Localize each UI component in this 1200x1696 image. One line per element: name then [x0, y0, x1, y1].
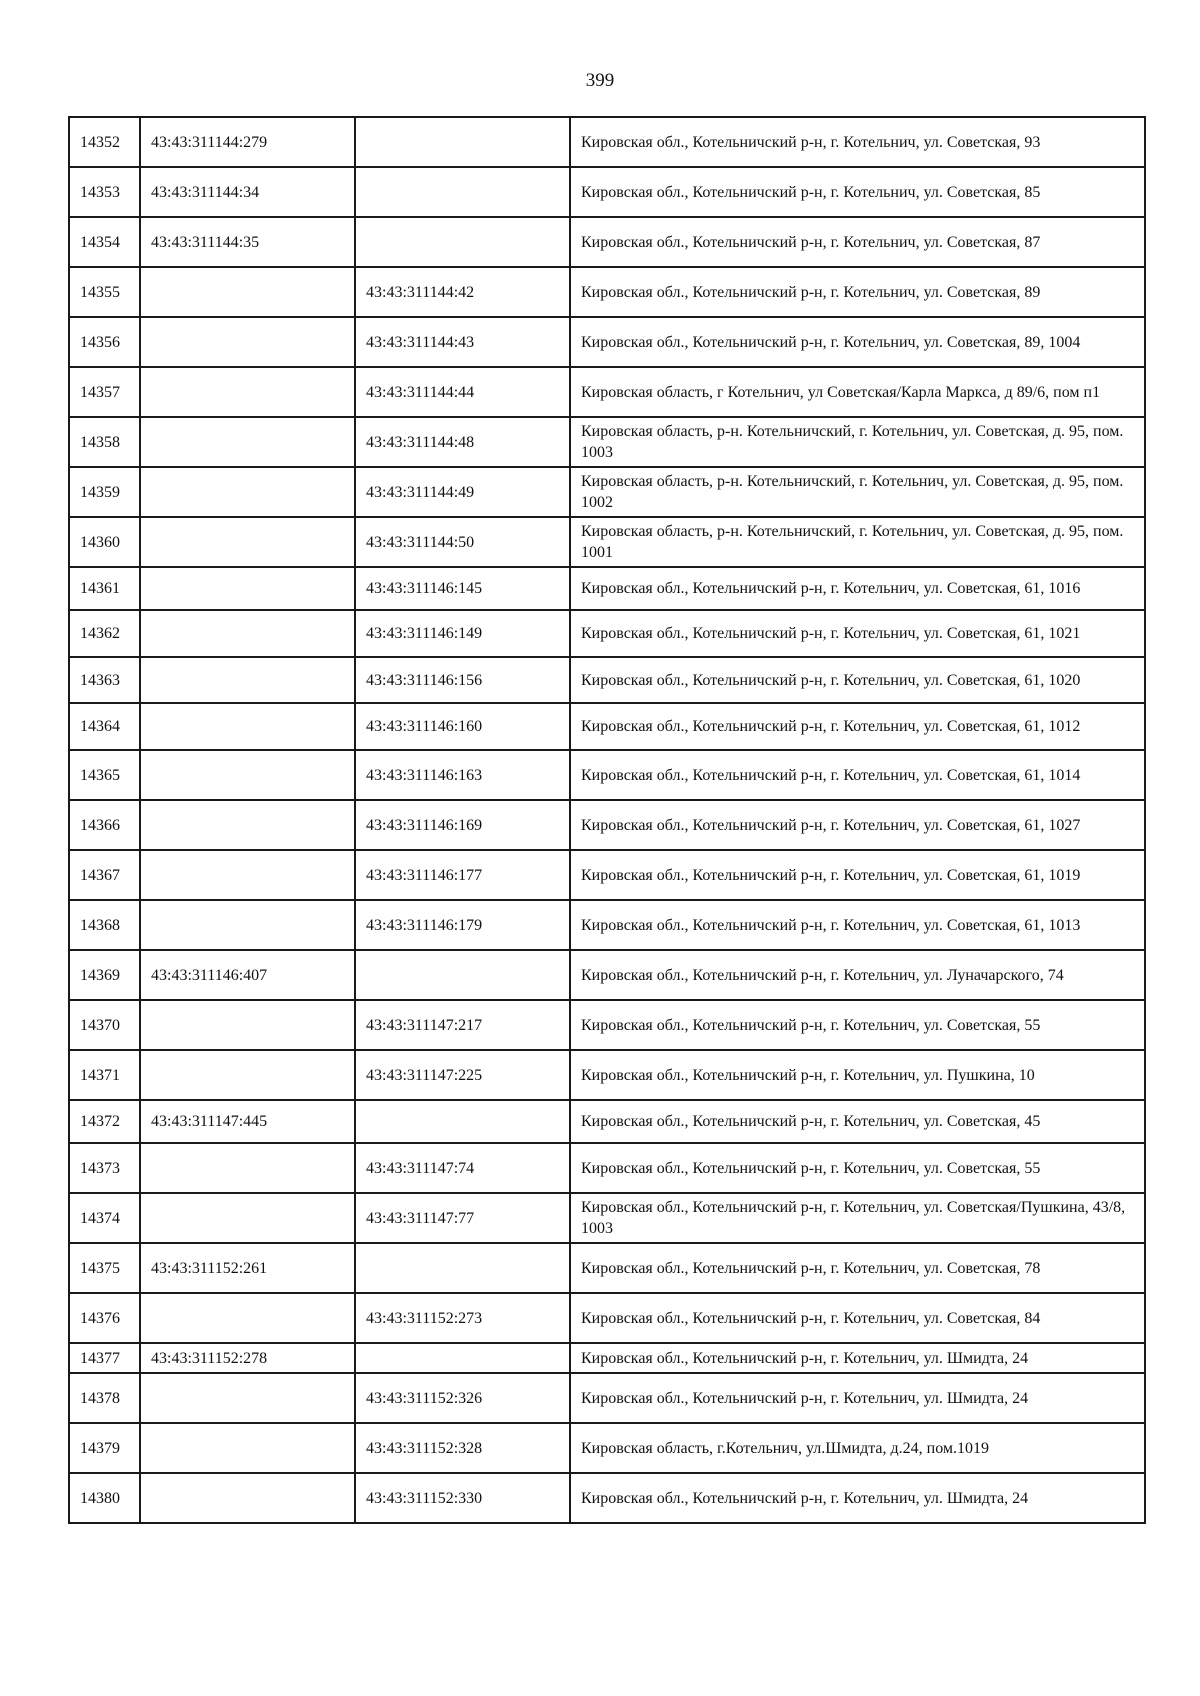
row-number-cell: 14377: [69, 1343, 140, 1373]
cadastral-number-cell: [140, 1050, 355, 1100]
address-cell: Кировская область, г.Котельнич, ул.Шмидта, д.24, пом.1019: [570, 1423, 1145, 1473]
cadastral-number-cell: [140, 417, 355, 467]
related-cadastral-number-cell: 43:43:311146:145: [355, 567, 570, 610]
table-row: [69, 657, 1145, 703]
address-cell: Кировская область, р-н. Котельничский, г. Котельнич, ул. Советская, д. 95, пом. 1001: [570, 517, 1145, 567]
related-cadastral-number-cell: 43:43:311152:328: [355, 1423, 570, 1473]
related-cadastral-number-cell: 43:43:311147:74: [355, 1143, 570, 1193]
row-number-cell: 14361: [69, 567, 140, 610]
row-number-cell: 14362: [69, 610, 140, 657]
table-row: [69, 467, 1145, 517]
cadastral-number-cell: [140, 1000, 355, 1050]
address-cell: Кировская обл., Котельничский р-н, г. Котельнич, ул. Советская, 89: [570, 267, 1145, 317]
related-cadastral-number-cell: 43:43:311146:149: [355, 610, 570, 657]
table-row: [69, 1423, 1145, 1473]
table-row: [69, 1343, 1145, 1373]
table-row: [69, 267, 1145, 317]
table-row: [69, 800, 1145, 850]
table-row: [69, 850, 1145, 900]
related-cadastral-number-cell: 43:43:311144:49: [355, 467, 570, 517]
address-cell: Кировская обл., Котельничский р-н, г. Котельнич, ул. Советская, 87: [570, 217, 1145, 267]
table-row: [69, 1000, 1145, 1050]
address-cell: Кировская обл., Котельничский р-н, г. Котельнич, ул. Советская, 89, 1004: [570, 317, 1145, 367]
row-number-cell: 14365: [69, 750, 140, 800]
address-cell: Кировская обл., Котельничский р-н, г. Котельнич, ул. Шмидта, 24: [570, 1473, 1145, 1523]
row-number-cell: 14369: [69, 950, 140, 1000]
related-cadastral-number-cell: 43:43:311146:163: [355, 750, 570, 800]
address-cell: Кировская обл., Котельничский р-н, г. Котельнич, ул. Советская, 93: [570, 117, 1145, 167]
cadastral-number-cell: [140, 1293, 355, 1343]
page-number: 399: [585, 70, 615, 91]
related-cadastral-number-cell: 43:43:311144:42: [355, 267, 570, 317]
table-row: [69, 417, 1145, 467]
address-cell: Кировская обл., Котельничский р-н, г. Котельнич, ул. Пушкина, 10: [570, 1050, 1145, 1100]
related-cadastral-number-cell: [355, 217, 570, 267]
address-cell: Кировская область, р-н. Котельничский, г. Котельнич, ул. Советская, д. 95, пом. 1003: [570, 417, 1145, 467]
cadastral-number-cell: [140, 800, 355, 850]
table-row: [69, 1050, 1145, 1100]
cadastral-number-cell: 43:43:311152:278: [140, 1343, 355, 1373]
table-row: [69, 317, 1145, 367]
table-row: [69, 1193, 1145, 1243]
row-number-cell: 14368: [69, 900, 140, 950]
row-number-cell: 14366: [69, 800, 140, 850]
cadastral-number-cell: [140, 1423, 355, 1473]
table-row: [69, 950, 1145, 1000]
related-cadastral-number-cell: [355, 1243, 570, 1293]
row-number-cell: 14379: [69, 1423, 140, 1473]
row-number-cell: 14373: [69, 1143, 140, 1193]
cadastral-number-cell: [140, 900, 355, 950]
related-cadastral-number-cell: 43:43:311146:156: [355, 657, 570, 703]
row-number-cell: 14380: [69, 1473, 140, 1523]
cadastral-number-cell: [140, 1373, 355, 1423]
address-cell: Кировская обл., Котельничский р-н, г. Котельнич, ул. Советская, 55: [570, 1000, 1145, 1050]
address-cell: Кировская обл., Котельничский р-н, г. Котельнич, ул. Советская, 85: [570, 167, 1145, 217]
address-cell: Кировская область, р-н. Котельничский, г. Котельнич, ул. Советская, д. 95, пом. 1002: [570, 467, 1145, 517]
cadastral-number-cell: [140, 657, 355, 703]
table-row: [69, 900, 1145, 950]
address-cell: Кировская обл., Котельничский р-н, г. Котельнич, ул. Шмидта, 24: [570, 1343, 1145, 1373]
table-row: [69, 750, 1145, 800]
address-cell: Кировская обл., Котельничский р-н, г. Котельнич, ул. Советская/Пушкина, 43/8, 1003: [570, 1193, 1145, 1243]
table-row: [69, 1473, 1145, 1523]
address-cell: Кировская обл., Котельничский р-н, г. Котельнич, ул. Советская, 61, 1027: [570, 800, 1145, 850]
cadastral-number-cell: [140, 567, 355, 610]
cadastral-table: [68, 116, 1146, 1524]
cadastral-number-cell: 43:43:311152:261: [140, 1243, 355, 1293]
related-cadastral-number-cell: 43:43:311146:169: [355, 800, 570, 850]
cadastral-number-cell: [140, 467, 355, 517]
related-cadastral-number-cell: 43:43:311146:160: [355, 703, 570, 750]
related-cadastral-number-cell: [355, 117, 570, 167]
address-cell: Кировская обл., Котельничский р-н, г. Котельнич, ул. Советская, 61, 1021: [570, 610, 1145, 657]
related-cadastral-number-cell: [355, 950, 570, 1000]
address-cell: Кировская область, г Котельнич, ул Советская/Карла Маркса, д 89/6, пом п1: [570, 367, 1145, 417]
row-number-cell: 14375: [69, 1243, 140, 1293]
address-cell: Кировская обл., Котельничский р-н, г. Котельнич, ул. Советская, 61, 1016: [570, 567, 1145, 610]
table-row: [69, 1243, 1145, 1293]
related-cadastral-number-cell: 43:43:311144:43: [355, 317, 570, 367]
cadastral-number-cell: [140, 610, 355, 657]
table-row: [69, 217, 1145, 267]
cadastral-number-cell: 43:43:311146:407: [140, 950, 355, 1000]
cadastral-number-cell: [140, 1193, 355, 1243]
row-number-cell: 14371: [69, 1050, 140, 1100]
address-cell: Кировская обл., Котельничский р-н, г. Котельнич, ул. Советская, 61, 1013: [570, 900, 1145, 950]
related-cadastral-number-cell: [355, 167, 570, 217]
address-cell: Кировская обл., Котельничский р-н, г. Котельнич, ул. Советская, 78: [570, 1243, 1145, 1293]
row-number-cell: 14363: [69, 657, 140, 703]
row-number-cell: 14355: [69, 267, 140, 317]
row-number-cell: 14367: [69, 850, 140, 900]
related-cadastral-number-cell: [355, 1343, 570, 1373]
row-number-cell: 14359: [69, 467, 140, 517]
row-number-cell: 14378: [69, 1373, 140, 1423]
related-cadastral-number-cell: 43:43:311144:48: [355, 417, 570, 467]
cadastral-number-cell: [140, 517, 355, 567]
address-cell: Кировская обл., Котельничский р-н, г. Котельнич, ул. Советская, 61, 1019: [570, 850, 1145, 900]
related-cadastral-number-cell: 43:43:311146:179: [355, 900, 570, 950]
row-number-cell: 14376: [69, 1293, 140, 1343]
address-cell: Кировская обл., Котельничский р-н, г. Котельнич, ул. Советская, 61, 1020: [570, 657, 1145, 703]
row-number-cell: 14357: [69, 367, 140, 417]
related-cadastral-number-cell: [355, 1100, 570, 1143]
related-cadastral-number-cell: 43:43:311147:217: [355, 1000, 570, 1050]
row-number-cell: 14358: [69, 417, 140, 467]
cadastral-number-cell: [140, 1143, 355, 1193]
cadastral-number-cell: 43:43:311144:34: [140, 167, 355, 217]
cadastral-number-cell: 43:43:311147:445: [140, 1100, 355, 1143]
cadastral-number-cell: [140, 703, 355, 750]
related-cadastral-number-cell: 43:43:311146:177: [355, 850, 570, 900]
address-cell: Кировская обл., Котельничский р-н, г. Котельнич, ул. Луначарского, 74: [570, 950, 1145, 1000]
related-cadastral-number-cell: 43:43:311147:77: [355, 1193, 570, 1243]
related-cadastral-number-cell: 43:43:311144:44: [355, 367, 570, 417]
table-row: [69, 610, 1145, 657]
address-cell: Кировская обл., Котельничский р-н, г. Котельнич, ул. Советская, 55: [570, 1143, 1145, 1193]
address-cell: Кировская обл., Котельничский р-н, г. Котельнич, ул. Советская, 84: [570, 1293, 1145, 1343]
address-cell: Кировская обл., Котельничский р-н, г. Котельнич, ул. Советская, 45: [570, 1100, 1145, 1143]
address-cell: Кировская обл., Котельничский р-н, г. Котельнич, ул. Шмидта, 24: [570, 1373, 1145, 1423]
related-cadastral-number-cell: 43:43:311144:50: [355, 517, 570, 567]
table-row: [69, 703, 1145, 750]
table-row: [69, 567, 1145, 610]
table-row: [69, 1293, 1145, 1343]
cadastral-number-cell: [140, 1473, 355, 1523]
address-cell: Кировская обл., Котельничский р-н, г. Котельнич, ул. Советская, 61, 1012: [570, 703, 1145, 750]
table-row: [69, 1143, 1145, 1193]
row-number-cell: 14354: [69, 217, 140, 267]
row-number-cell: 14364: [69, 703, 140, 750]
cadastral-number-cell: [140, 750, 355, 800]
table-row: [69, 1100, 1145, 1143]
related-cadastral-number-cell: 43:43:311152:330: [355, 1473, 570, 1523]
row-number-cell: 14374: [69, 1193, 140, 1243]
table-row: [69, 517, 1145, 567]
cadastral-number-cell: 43:43:311144:279: [140, 117, 355, 167]
cadastral-number-cell: [140, 850, 355, 900]
row-number-cell: 14370: [69, 1000, 140, 1050]
row-number-cell: 14356: [69, 317, 140, 367]
cadastral-number-cell: 43:43:311144:35: [140, 217, 355, 267]
cadastral-number-cell: [140, 367, 355, 417]
table-row: [69, 1373, 1145, 1423]
related-cadastral-number-cell: 43:43:311152:326: [355, 1373, 570, 1423]
table-body: [69, 117, 1145, 1523]
cadastral-number-cell: [140, 267, 355, 317]
row-number-cell: 14372: [69, 1100, 140, 1143]
cadastral-number-cell: [140, 317, 355, 367]
table-row: [69, 367, 1145, 417]
row-number-cell: 14353: [69, 167, 140, 217]
table-row: [69, 167, 1145, 217]
related-cadastral-number-cell: 43:43:311147:225: [355, 1050, 570, 1100]
row-number-cell: 14352: [69, 117, 140, 167]
related-cadastral-number-cell: 43:43:311152:273: [355, 1293, 570, 1343]
address-cell: Кировская обл., Котельничский р-н, г. Котельнич, ул. Советская, 61, 1014: [570, 750, 1145, 800]
table-row: [69, 117, 1145, 167]
row-number-cell: 14360: [69, 517, 140, 567]
